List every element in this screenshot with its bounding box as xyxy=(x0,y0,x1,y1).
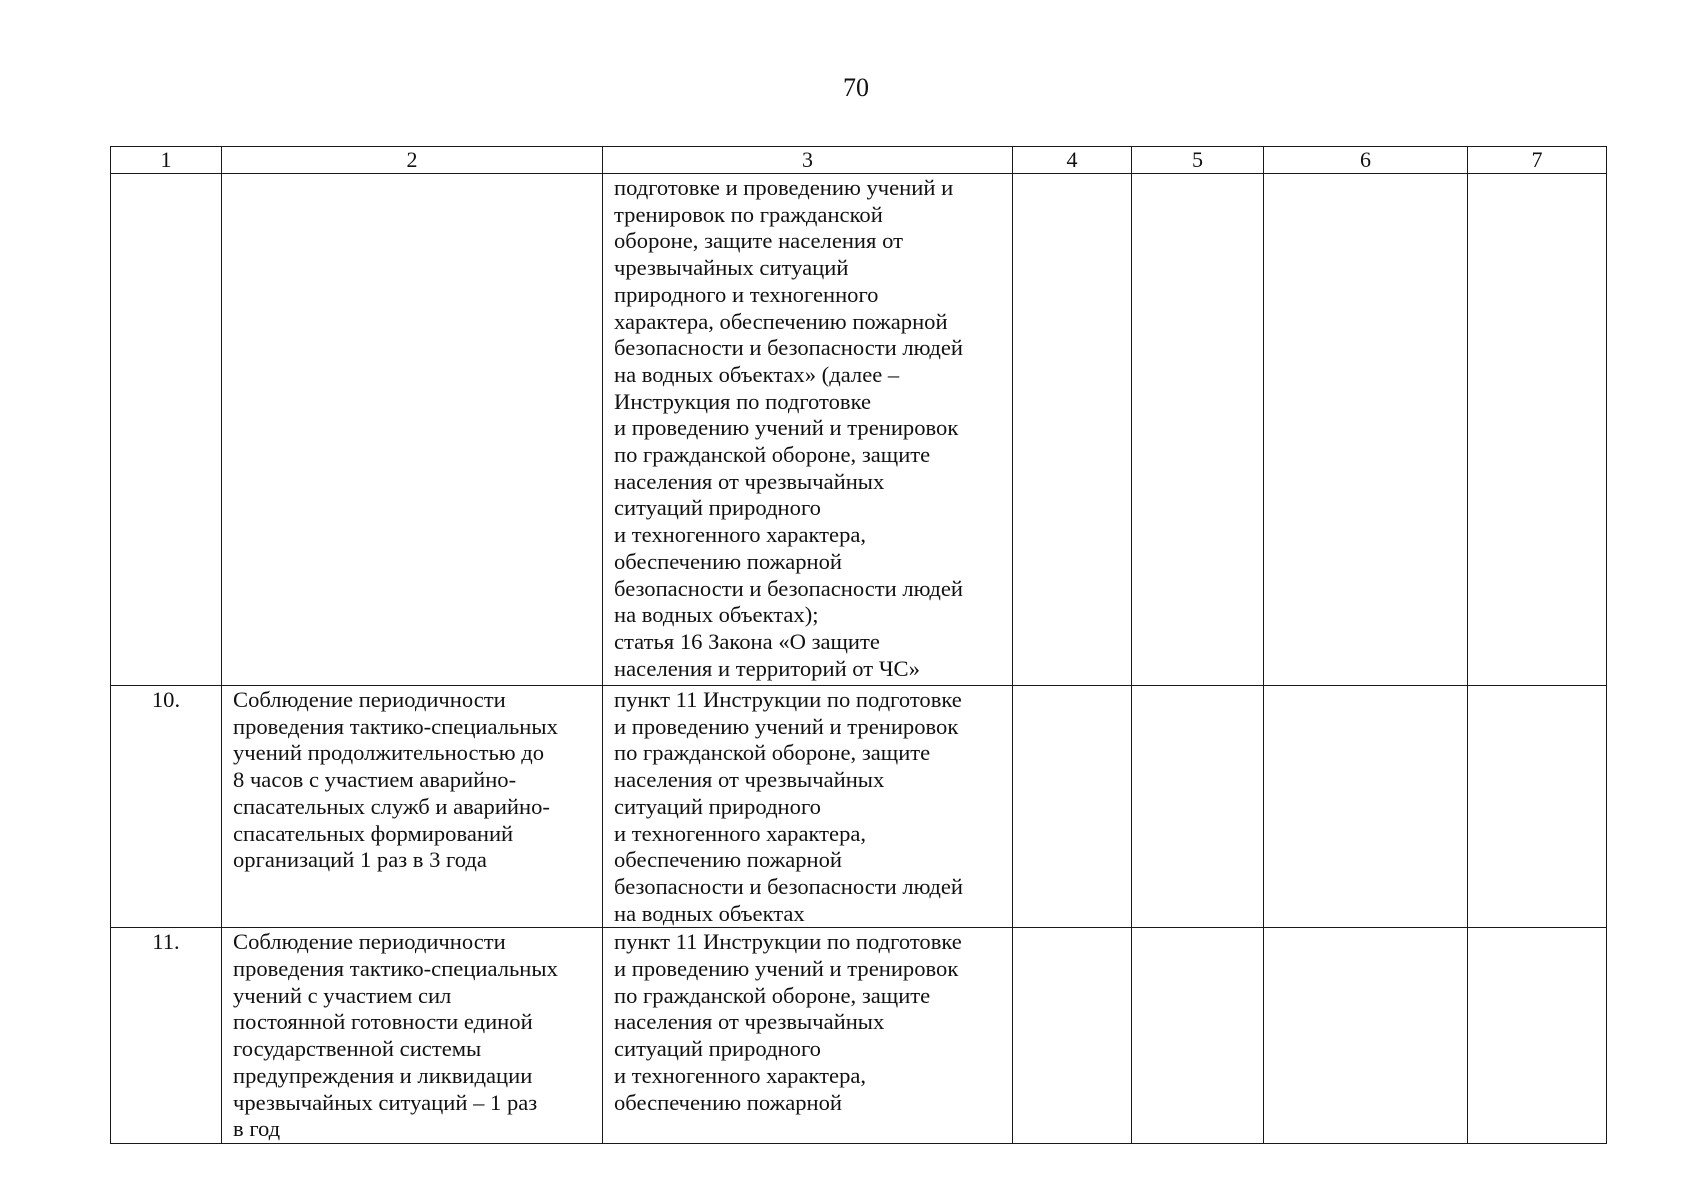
reference-line: по гражданской обороне, защите xyxy=(614,982,931,1008)
empty-cell xyxy=(1132,928,1264,1144)
requirement-line: учений с участием сил xyxy=(233,982,452,1008)
empty-cell xyxy=(1132,686,1264,928)
reference-line: и техногенного характера, xyxy=(614,1062,867,1088)
reference-line: и проведению учений и тренировок xyxy=(614,415,959,441)
requirement-line: Соблюдение периодичности xyxy=(233,929,506,955)
reference-line: обеспечению пожарной xyxy=(614,1089,843,1115)
page-number: 70 xyxy=(843,73,869,102)
requirement-cell xyxy=(222,174,603,686)
reference-line: обеспечению пожарной xyxy=(614,847,843,873)
reference-line: пункт 11 Инструкции по подготовке xyxy=(614,929,962,955)
checklist-table xyxy=(110,146,1607,1144)
reference-line: чрезвычайных ситуаций xyxy=(614,255,849,281)
table-row xyxy=(111,928,1607,1144)
reference-line: и техногенного характера, xyxy=(614,820,867,846)
requirement-line: Соблюдение периодичности xyxy=(233,687,506,712)
reference-line: на водных объектах» (далее – xyxy=(614,361,900,387)
reference-line: природного и техногенного xyxy=(614,281,879,307)
reference-line: безопасности и безопасности людей xyxy=(614,873,964,899)
empty-cell xyxy=(1132,174,1264,686)
reference-line: безопасности и безопасности людей xyxy=(614,335,964,361)
requirement-line: спасательных формирований xyxy=(233,820,514,846)
reference-line: ситуаций природного xyxy=(614,495,821,521)
requirement-line: спасательных служб и аварийно- xyxy=(233,793,550,819)
requirement-line: учений продолжительностью до xyxy=(233,740,545,766)
reference-line: тренировок по гражданской xyxy=(614,201,883,227)
requirement-line: чрезвычайных ситуаций – 1 раз xyxy=(233,1089,538,1115)
table-row xyxy=(111,686,1607,928)
reference-line: населения от чрезвычайных xyxy=(614,767,885,793)
reference-cell xyxy=(603,174,1013,686)
reference-cell xyxy=(603,928,1013,1144)
empty-cell xyxy=(1264,686,1468,928)
empty-cell xyxy=(1013,928,1132,1144)
row-number-cell xyxy=(111,174,222,686)
reference-line: Инструкция по подготовке xyxy=(614,388,872,414)
reference-line: подготовке и проведению учений и xyxy=(614,175,954,200)
reference-line: и проведению учений и тренировок xyxy=(614,956,959,982)
reference-line: населения от чрезвычайных xyxy=(614,1009,885,1035)
row-number-cell: 10. xyxy=(111,686,222,928)
reference-line: на водных объектах); xyxy=(614,602,819,628)
reference-line: по гражданской обороне, защите xyxy=(614,442,931,468)
column-header: 4 xyxy=(1013,147,1132,174)
empty-cell xyxy=(1468,686,1607,928)
reference-line: пункт 11 Инструкции по подготовке xyxy=(614,687,962,712)
requirement-line: государственной системы xyxy=(233,1036,482,1062)
empty-cell xyxy=(1013,174,1132,686)
requirement-line: предупреждения и ликвидации xyxy=(233,1062,533,1088)
reference-line: ситуаций природного xyxy=(614,793,821,819)
reference-line: ситуаций природного xyxy=(614,1036,821,1062)
row-number-cell: 11. xyxy=(111,928,222,1144)
column-header: 3 xyxy=(603,147,1013,174)
reference-line: обороне, защите населения от xyxy=(614,228,903,254)
requirement-line: проведения тактико-специальных xyxy=(233,956,558,982)
column-header: 1 xyxy=(111,147,222,174)
requirement-line: постоянной готовности единой xyxy=(233,1009,533,1035)
reference-line: населения и территорий от ЧС» xyxy=(614,655,920,681)
empty-cell xyxy=(1468,928,1607,1144)
reference-line: характера, обеспечению пожарной xyxy=(614,308,948,334)
reference-line: по гражданской обороне, защите xyxy=(614,740,931,766)
column-header: 6 xyxy=(1264,147,1468,174)
requirement-line: 8 часов с участием аварийно- xyxy=(233,767,517,793)
requirement-line: организаций 1 раз в 3 года xyxy=(233,847,487,873)
requirement-line: проведения тактико-специальных xyxy=(233,713,558,739)
requirement-cell xyxy=(222,928,603,1144)
reference-line: населения от чрезвычайных xyxy=(614,468,885,494)
reference-line: безопасности и безопасности людей xyxy=(614,575,964,601)
reference-line: обеспечению пожарной xyxy=(614,548,843,574)
requirement-line: в год xyxy=(233,1116,281,1142)
table-row xyxy=(111,174,1607,686)
empty-cell xyxy=(1468,174,1607,686)
column-header: 7 xyxy=(1468,147,1607,174)
reference-line: и техногенного характера, xyxy=(614,522,867,548)
requirement-cell xyxy=(222,686,603,928)
reference-line: и проведению учений и тренировок xyxy=(614,713,959,739)
reference-cell xyxy=(603,686,1013,928)
reference-line: на водных объектах xyxy=(614,900,805,926)
column-header: 2 xyxy=(222,147,603,174)
column-header: 5 xyxy=(1132,147,1264,174)
column-number-header-row xyxy=(111,147,1607,174)
empty-cell xyxy=(1013,686,1132,928)
empty-cell xyxy=(1264,174,1468,686)
reference-line: статья 16 Закона «О защите xyxy=(614,628,880,654)
empty-cell xyxy=(1264,928,1468,1144)
